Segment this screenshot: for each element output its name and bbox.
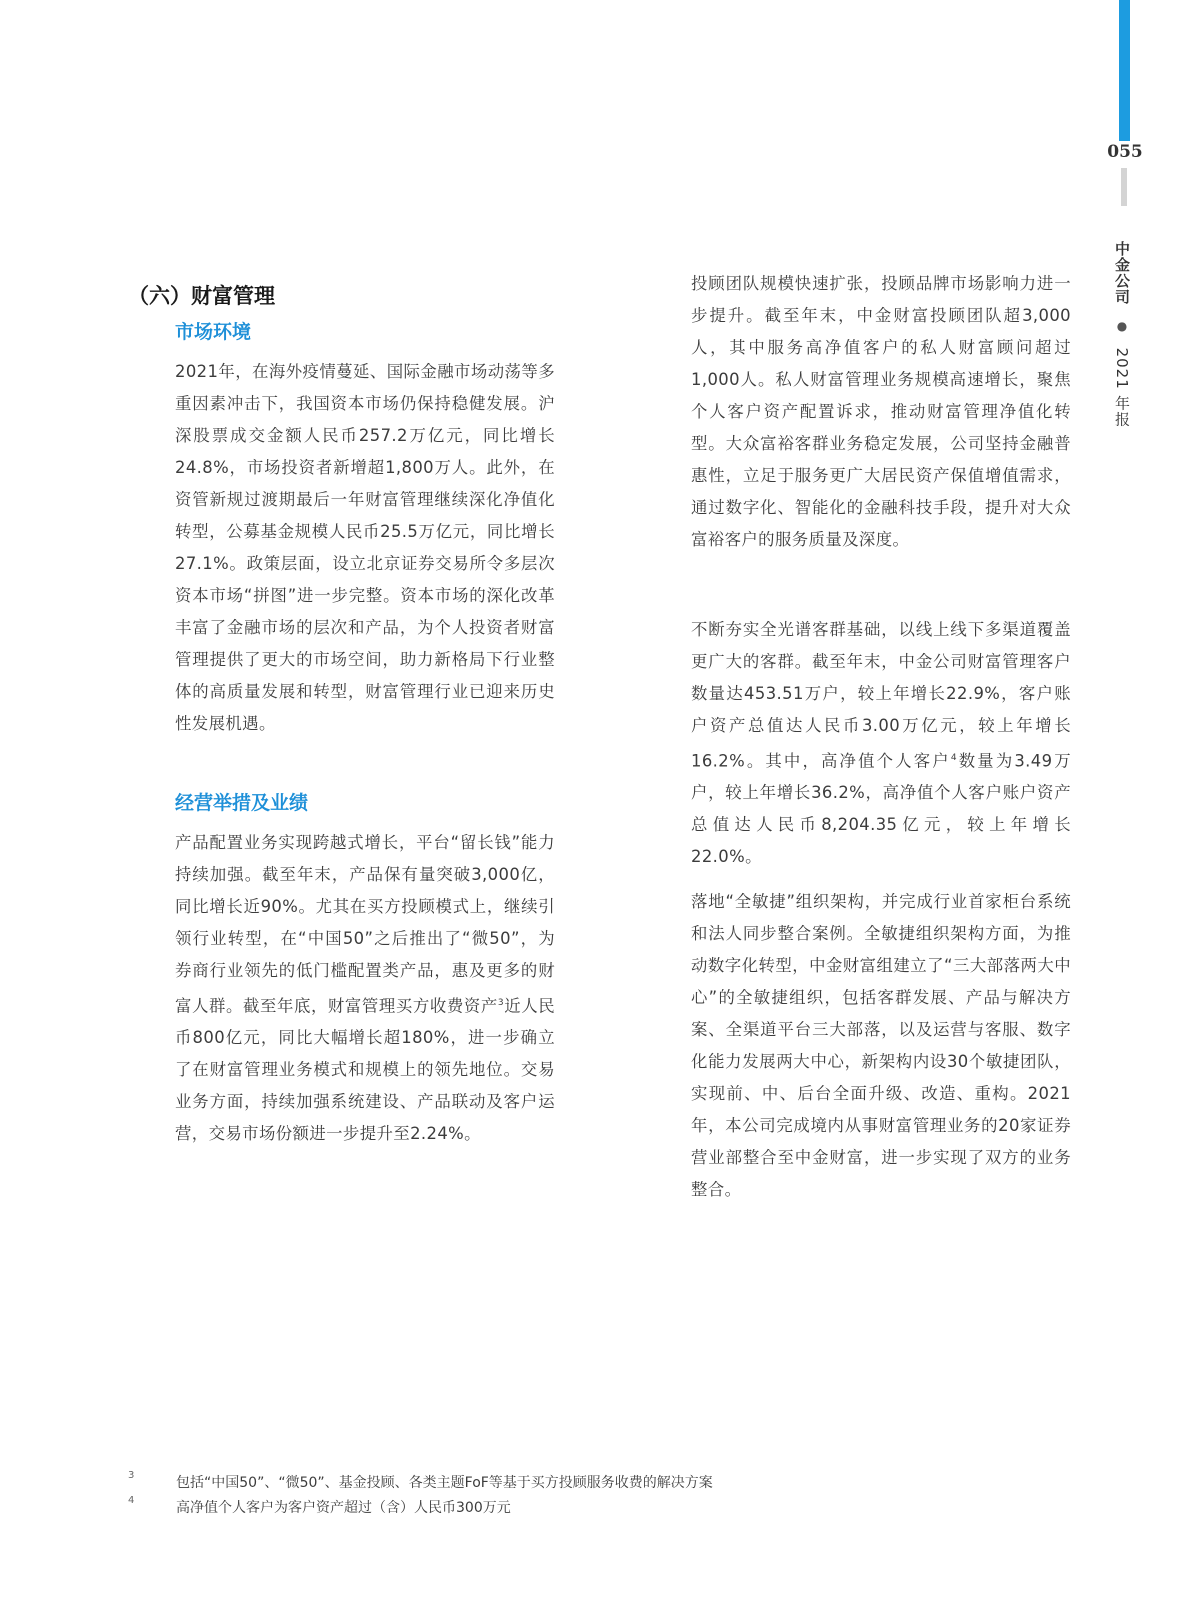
- organization-paragraph: 落地“全敏捷”组织架构，并完成行业首家柜台系统和法人同步整合案例。全敏捷组织架构方面，为推动数字化转型，中金财富组建立了“三大部落两大中心”的全敏捷组织，包括客群发展、产品与解决方案、全渠道平台三大部落，以及运营与客服、数字化能力发展两大中心，新架构内设30个敏捷团队，实现前、中、后台全面升级、改造、重构。2021年，本公司完成境内从事财富管理业务的20家证券营业部整合至中金财富，进一步实现了双方的业务整合。: [691, 892, 1071, 1199]
- footnote-ref-4: 4: [950, 753, 957, 763]
- separator-dot: ●: [1115, 318, 1129, 334]
- footnotes: [128, 1472, 1028, 1522]
- company-name: 中金公司: [1113, 241, 1131, 305]
- page-number: 055: [1107, 142, 1143, 162]
- operations-paragraph: [175, 827, 555, 1150]
- operations-text-2: 近人民币800亿元，同比大幅增长超180%，进一步确立了在财富管理业务模式和规模上的领先地位。交易业务方面，持续加强系统建设、产品联动及客户运营，交易市场份额进一步提升至2.24%。: [175, 996, 555, 1144]
- section-title: （六）财富管理: [128, 284, 275, 308]
- report-label: [1112, 241, 1133, 428]
- footnote-text: 包括“中国50”、“微50”、基金投顾、各类主题FoF等基于买方投顾服务收费的解决方案: [176, 1475, 713, 1491]
- clients-text-1: 不断夯实全光谱客群基础，以线上线下多渠道覆盖更广大的客群。截至年末，中金公司财富管理客户数量达453.51万户，较上年增长22.9%，客户账户资产总值达人民币3.00万亿元，较上年增长16.2%。其中，高净值个人客户: [691, 620, 1071, 771]
- operations-heading: 经营举措及业绩: [175, 792, 309, 814]
- market-heading: 市场环境: [175, 321, 252, 343]
- footnote-number: 4: [128, 1495, 135, 1506]
- clients-text-2: 数量为3.49万户，较上年增长36.2%，高净值个人客户账户资产总值达人民币8,204.35亿元，较上年增长22.0%。: [691, 751, 1071, 867]
- divider-bar: [1121, 168, 1127, 206]
- footnote-text: 高净值个人客户为客户资产超过（含）人民币300万元: [176, 1500, 511, 1516]
- team-paragraph: 投顾团队规模快速扩张，投顾品牌市场影响力进一步提升。截至年末，中金财富投顾团队超3,000人，其中服务高净值客户的私人财富顾问超过1,000人。私人财富管理业务规模高速增长，聚焦个人客户资产配置诉求，推动财富管理净值化转型。大众富裕客群业务稳定发展，公司坚持金融普惠性，立足于服务更广大居民资产保值增值需求，通过数字化、智能化的金融科技手段，提升对大众富裕客户的服务质量及深度。: [691, 274, 1071, 549]
- operations-text-1: 产品配置业务实现跨越式增长，平台“留长钱”能力持续加强。截至年末，产品保有量突破3,000亿，同比增长近90%。尤其在买方投顾模式上，继续引领行业转型，在“中国50”之后推出了“微50”，为券商行业领先的低门槛配置类产品，惠及更多的财富人群。截至年底，财富管理买方收费资产: [175, 833, 555, 1016]
- footnote-item: [128, 1472, 1028, 1497]
- clients-paragraph: [691, 614, 1071, 873]
- footnote-number: 3: [128, 1470, 135, 1481]
- accent-bar: [1119, 0, 1130, 141]
- footnote-ref-3: 3: [497, 998, 505, 1008]
- footnote-item: [128, 1497, 1028, 1522]
- market-paragraph: 2021年，在海外疫情蔓延、国际金融市场动荡等多重因素冲击下，我国资本市场仍保持稳健发展。沪深股票成交金额人民币257.2万亿元，同比增长24.8%，市场投资者新增超1,800万人。此外，在资管新规过渡期最后一年财富管理继续深化净值化转型，公募基金规模人民币25.5万亿元，同比增长27.1%。政策层面，设立北京证券交易所令多层次资本市场“拼图”进一步完整。资本市场的深化改革丰富了金融市场的层次和产品，为个人投资者财富管理提供了更大的市场空间，助力新格局下行业整体的高质量发展和转型，财富管理行业已迎来历史性发展机遇。: [175, 362, 555, 733]
- report-year: 2021 年报: [1113, 347, 1131, 428]
